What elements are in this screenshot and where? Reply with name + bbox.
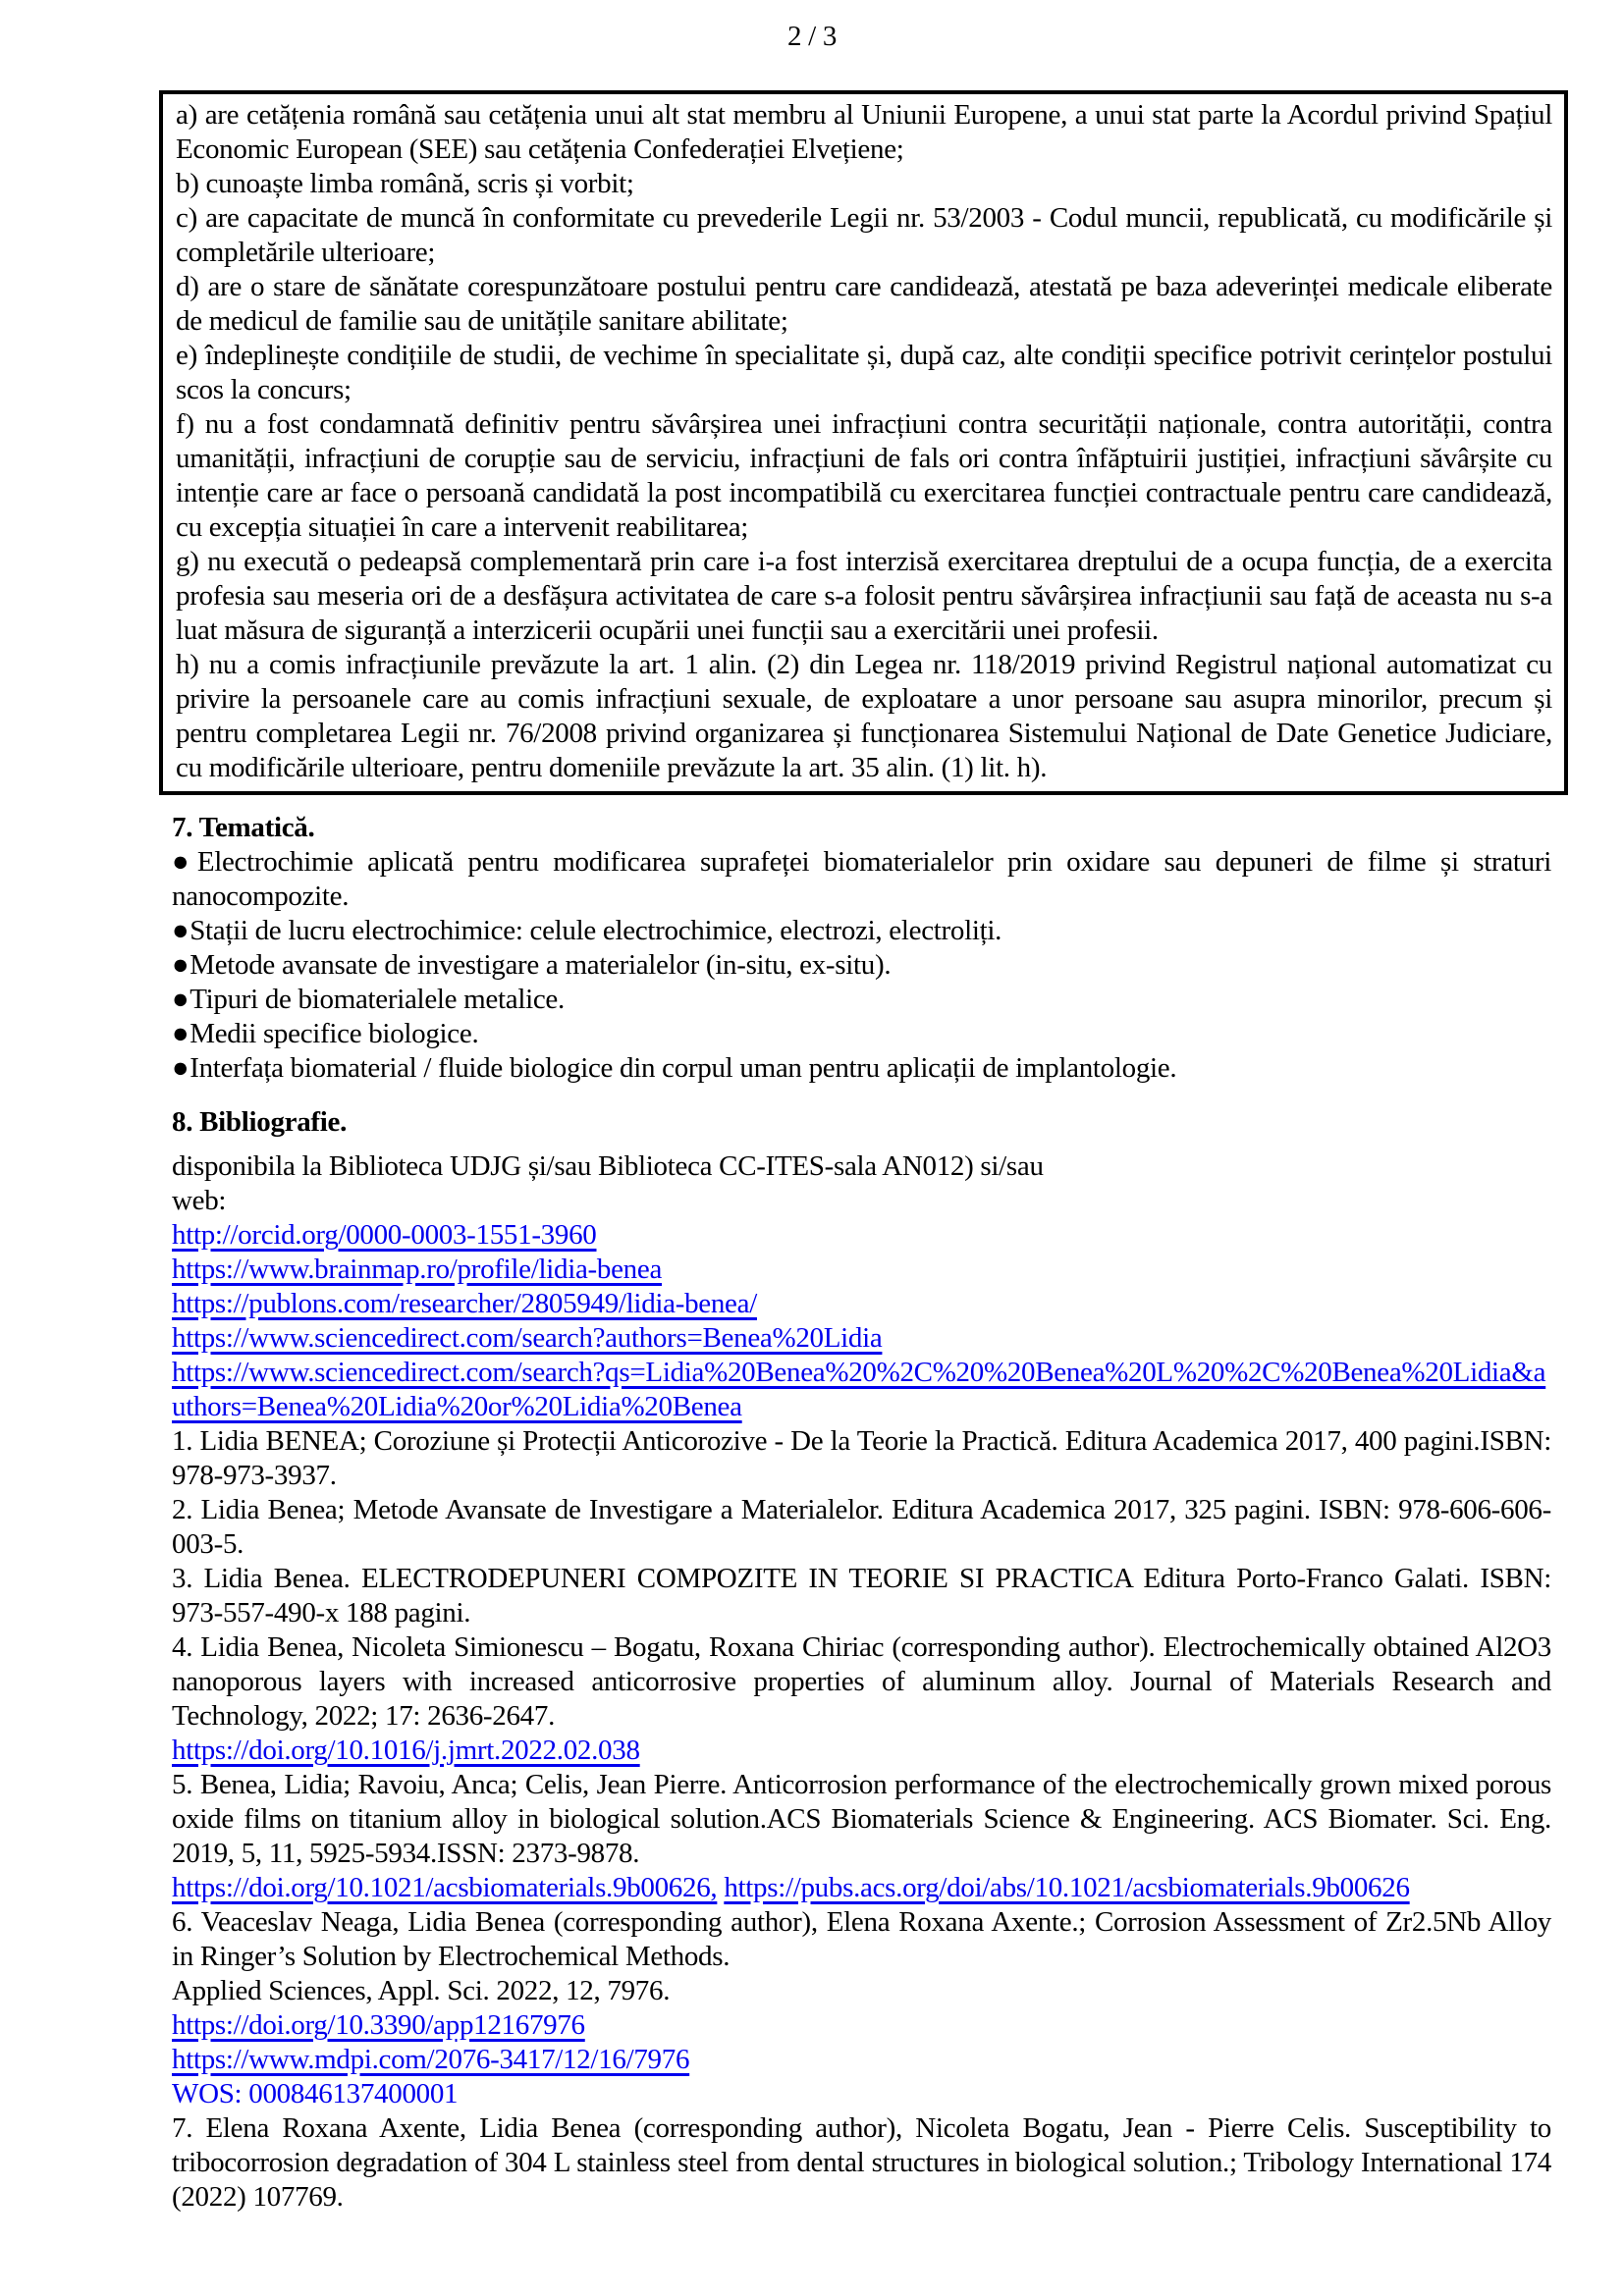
link-line xyxy=(172,1287,1551,1321)
link-line xyxy=(172,1356,1551,1424)
orcid-link[interactable]: http://orcid.org/0000-0003-1551-3960 xyxy=(172,1219,597,1251)
tematica-bullet-item xyxy=(172,845,1551,914)
wos-id: WOS: 000846137400001 xyxy=(172,2078,459,2109)
main-content xyxy=(172,811,1551,2215)
condition-item-d: d) are o stare de sănătate corespunzătoare postului pentru care candidează, atestată pe baza adeverinței medicale eliberate de medicul de familie sau de unitățile sanitare abilitate; xyxy=(176,271,1552,337)
reference-item-6-journal: Applied Sciences, Appl. Sci. 2022, 12, 7976. xyxy=(172,1975,671,2006)
tematica-bullet-text: Metode avansate de investigare a materialelor (in-situ, ex-situ). xyxy=(189,949,892,981)
reference-item-3: 3. Lidia Benea. ELECTRODEPUNERI COMPOZITE IN TEORIE SI PRACTICA Editura Porto-Franco Galati. ISBN: 973-557-490-x 188 pagini. xyxy=(172,1563,1551,1629)
tematica-bullet-item xyxy=(172,1051,1551,1086)
condition-item-b: b) cunoaște limba română, scris și vorbit; xyxy=(176,168,634,199)
condition-item-h: h) nu a comis infracțiunile prevăzute la art. 1 alin. (2) din Legea nr. 118/2019 privind Registrul național automatizat cu privire la persoanele care au comis infracțiuni sexuale, de exploatare a unor persoane sau asupra minorilor, precum și pentru completarea Legii nr. 76/2008 privind organizarea și funcționarea Sistemului Național de Date Genetice Judiciare, cu modificările ulterioare, pentru domeniile prevăzute la art. 35 alin. (1) lit. h). xyxy=(176,649,1552,783)
link-line xyxy=(172,1253,1551,1287)
publons-link[interactable]: https://publons.com/researcher/2805949/lidia-benea/ xyxy=(172,1288,757,1319)
tematica-bullet-text: Medii specifice biologice. xyxy=(189,1018,479,1049)
reference-item-7: 7. Elena Roxana Axente, Lidia Benea (corresponding author), Nicoleta Bogatu, Jean - Pierre Celis. Susceptibility to tribocorrosion degradation of 304 L stainless steel from dental structures in biological solution.; Tribology International 174 (2022) 107769. xyxy=(172,2112,1551,2213)
tematica-bullet-item xyxy=(172,948,1551,983)
tematica-bullet-item xyxy=(172,983,1551,1017)
link-line xyxy=(172,1734,1551,1768)
doi-app-link[interactable]: https://doi.org/10.3390/app12167976 xyxy=(172,2009,585,2041)
condition-item-c: c) are capacitate de muncă în conformitate cu prevederile Legii nr. 53/2003 - Codul muncii, republicată, cu modificările și completările ulterioare; xyxy=(176,202,1552,268)
reference-item-6: 6. Veaceslav Neaga, Lidia Benea (corresponding author), Elena Roxana Axente.; Corrosion Assessment of Zr2.5Nb Alloy in Ringer’s Solution by Electrochemical Methods. xyxy=(172,1906,1551,1972)
condition-item-f: f) nu a fost condamnată definitiv pentru săvârșirea unei infracțiuni contra securității naționale, contra autorității, contra umanității, infracțiuni de corupție sau de serviciu, infracțiuni de fals ori contra înfăptuirii justiției, infracțiuni săvârșite cu intenție care ar face o persoană candidată la post incompatibilă cu exercitarea funcției contractuale pentru care candidează, cu excepția situației în care a intervenit reabilitarea; xyxy=(176,408,1552,543)
reference-item-5: 5. Benea, Lidia; Ravoiu, Anca; Celis, Jean Pierre. Anticorrosion performance of the electrochemically grown mixed porous oxide films on titanium alloy in biological solution.ACS Biomaterials Science & Engineering. ACS Biomater. Sci. Eng. 2019, 5, 11, 5925-5934.ISSN: 2373-9878. xyxy=(172,1769,1551,1869)
brainmap-link[interactable]: https://www.brainmap.ro/profile/lidia-benea xyxy=(172,1254,663,1285)
tematica-bullet-item xyxy=(172,1017,1551,1051)
link-line xyxy=(172,1218,1551,1253)
doi-acsbiomaterials-link[interactable]: https://doi.org/10.1021/acsbiomaterials.9b00626, xyxy=(172,1872,718,1903)
tematica-bullet-text: Interfața biomaterial / fluide biologice din corpul uman pentru aplicații de implantologie. xyxy=(189,1052,1177,1084)
bullet-icon: ● xyxy=(172,846,196,878)
condition-item-a: a) are cetățenia română sau cetățenia unui alt stat membru al Uniunii Europene, a unui stat parte la Acordul privind Spațiul Economic European (SEE) sau cetățenia Confederației Elvețiene; xyxy=(176,99,1552,165)
bullet-icon: ● xyxy=(172,949,189,981)
tematica-bullet-text: Stații de lucru electrochimice: celule electrochimice, electrozi, electroliți. xyxy=(189,915,1002,946)
condition-item-e: e) îndeplinește condițiile de studii, de vechime în specialitate și, după caz, alte condiții specifice potrivit cerințelor postului scos la concurs; xyxy=(176,340,1552,405)
reference-item-2: 2. Lidia Benea; Metode Avansate de Investigare a Materialelor. Editura Academica 2017, 325 pagini. ISBN: 978-606-606-003-5. xyxy=(172,1494,1551,1560)
tematica-bullet-item xyxy=(172,914,1551,948)
link-line xyxy=(172,2043,1551,2077)
link-line xyxy=(172,2008,1551,2043)
doi-jmrt-link[interactable]: https://doi.org/10.1016/j.jmrt.2022.02.038 xyxy=(172,1735,640,1766)
bullet-icon: ● xyxy=(172,984,189,1015)
section-heading-tematica: 7. Tematică. xyxy=(172,812,315,843)
mdpi-link[interactable]: https://www.mdpi.com/2076-3417/12/16/7976 xyxy=(172,2044,690,2075)
bibliografie-intro-line: disponibila la Biblioteca UDJG și/sau Biblioteca CC-ITES-sala AN012) si/sau xyxy=(172,1150,1044,1182)
bibliografie-intro-line: web: xyxy=(172,1185,227,1216)
bullet-icon: ● xyxy=(172,915,189,946)
link-line xyxy=(172,1871,1551,1905)
condition-item-g: g) nu execută o pedeapsă complementară prin care i-a fost interzisă exercitarea dreptului de a ocupa funcția, de a exercita profesia sau meseria ori de a desfășura activitatea de care s-a folosit pentru săvârșirea infracțiunii sau față de aceasta nu s-a luat măsura de siguranță a interzicerii ocupării unei funcții sau a exercitării unei profesii. xyxy=(176,546,1552,646)
tematica-bullet-text: Tipuri de biomaterialele metalice. xyxy=(189,984,565,1015)
bullet-icon: ● xyxy=(172,1052,189,1084)
reference-item-4: 4. Lidia Benea, Nicoleta Simionescu – Bogatu, Roxana Chiriac (corresponding author). Electrochemically obtained Al2O3 nanoporous layers with increased anticorrosive properties of aluminum alloy. Journal of Materials Research and Technology, 2022; 17: 2636-2647. xyxy=(172,1631,1551,1732)
bullet-icon: ● xyxy=(172,1018,189,1049)
sciencedirect-search-link[interactable]: https://www.sciencedirect.com/search?qs=Lidia%20Benea%20%2C%20%20Benea%20L%20%2C%20Benea%20Lidia&authors=Benea%20Lidia%20or%20Lidia%20Benea xyxy=(172,1357,1546,1422)
link-line xyxy=(172,1321,1551,1356)
pubs-acs-link[interactable]: https://pubs.acs.org/doi/abs/10.1021/acsbiomaterials.9b00626 xyxy=(724,1872,1410,1903)
conditions-box xyxy=(159,90,1568,795)
page-number: 2 / 3 xyxy=(786,21,838,52)
reference-item-1: 1. Lidia BENEA; Coroziune și Protecții Anticorozive - De la Teorie la Practică. Editura Academica 2017, 400 pagini.ISBN: 978-973-3937. xyxy=(172,1425,1551,1491)
section-heading-bibliografie: 8. Bibliografie. xyxy=(172,1106,348,1138)
tematica-bullet-text: Electrochimie aplicată pentru modificarea suprafeței biomaterialelor prin oxidare sau depuneri de filme și straturi nanocompozite. xyxy=(172,846,1551,912)
sciencedirect-authors-link[interactable]: https://www.sciencedirect.com/search?authors=Benea%20Lidia xyxy=(172,1322,883,1354)
